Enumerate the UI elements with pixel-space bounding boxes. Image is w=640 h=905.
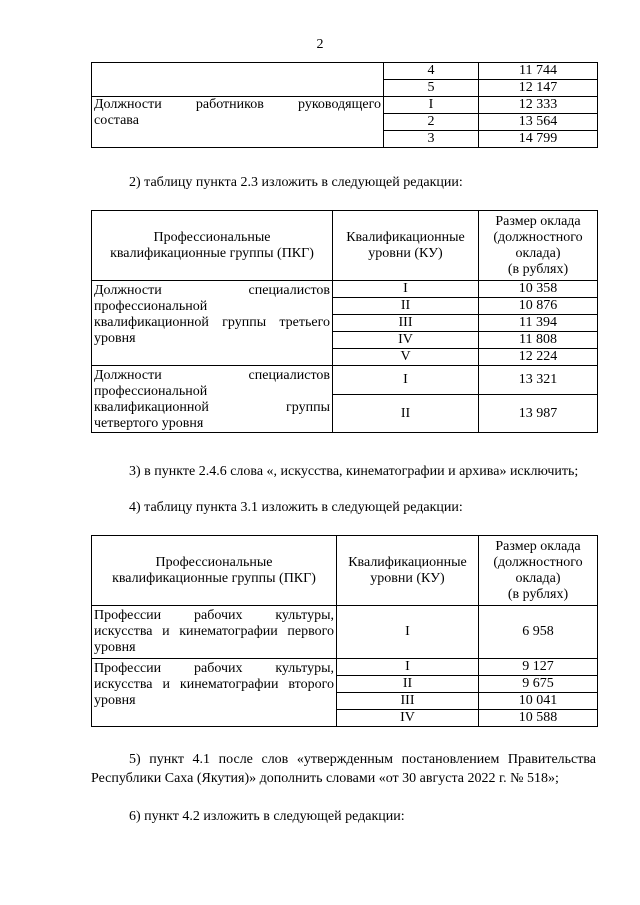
level-cell: I (337, 659, 479, 676)
level-cell: I (384, 97, 479, 114)
table-row (92, 606, 598, 659)
table-row (92, 281, 598, 298)
header-ku: Квалификационные уровни (КУ) (333, 211, 479, 281)
page-number: 2 (316, 37, 324, 52)
group-label-cell: Профессии рабочих культуры, искусства и кинематографии второго уровня (92, 659, 337, 727)
item-3: 3) в пункте 2.4.6 слова «, искусства, кинематографии и архива» исключить; (129, 464, 579, 479)
item-4: 4) таблицу пункта 3.1 изложить в следующей редакции: (129, 500, 463, 515)
table-header-row (92, 536, 598, 606)
salary-cell: 11 394 (479, 315, 598, 332)
item-2: 2) таблицу пункта 2.3 изложить в следующей редакции: (129, 175, 463, 190)
table-row (92, 97, 598, 114)
header-salary: Размер оклада (должностного оклада) (в рублях) (479, 536, 598, 606)
salary-cell: 9 675 (479, 676, 598, 693)
table-row (92, 659, 598, 676)
salary-cell: 10 041 (479, 693, 598, 710)
level-cell: II (337, 676, 479, 693)
salary-cell: 12 224 (479, 349, 598, 366)
group-label-cell: Профессии рабочих культуры, искусства и кинематографии первого уровня (92, 606, 337, 659)
item-5: 5) пункт 4.1 после слов «утвержденным постановлением Правительства Республики Саха (Якутия)» дополнить словами «от 30 августа 2022 г. № 518»; (91, 752, 596, 786)
item-6: 6) пункт 4.2 изложить в следующей редакции: (129, 809, 405, 824)
level-cell: IV (337, 710, 479, 727)
salary-cell: 12 333 (479, 97, 598, 114)
salary-table-2-3 (91, 210, 598, 433)
salary-cell: 13 564 (479, 114, 598, 131)
salary-cell: 10 358 (479, 281, 598, 298)
level-cell: I (333, 281, 479, 298)
level-cell: II (333, 298, 479, 315)
level-cell: 3 (384, 131, 479, 148)
salary-cell: 11 744 (479, 63, 598, 80)
salary-table-3-1 (91, 535, 598, 727)
table-header-row (92, 211, 598, 281)
salary-cell: 6 958 (479, 606, 598, 659)
header-ku: Квалификационные уровни (КУ) (337, 536, 479, 606)
level-cell: IV (333, 332, 479, 349)
salary-cell: 13 987 (479, 395, 598, 433)
level-cell: III (333, 315, 479, 332)
level-cell: III (337, 693, 479, 710)
salary-cell: 10 876 (479, 298, 598, 315)
salary-cell: 10 588 (479, 710, 598, 727)
level-cell: I (333, 366, 479, 395)
header-pkg: Профессиональные квалификационные группы (ПКГ) (92, 211, 333, 281)
header-salary: Размер оклада (должностного оклада) (в рублях) (479, 211, 598, 281)
salary-cell: 12 147 (479, 80, 598, 97)
empty-group-cell (92, 63, 384, 97)
level-cell: 5 (384, 80, 479, 97)
salary-cell: 13 321 (479, 366, 598, 395)
group-label-cell: Должности работников руководящего состава (92, 97, 384, 148)
level-cell: I (337, 606, 479, 659)
salary-table-continued (91, 62, 598, 148)
level-cell: 4 (384, 63, 479, 80)
table-row (92, 366, 598, 395)
salary-cell: 11 808 (479, 332, 598, 349)
table-row (92, 63, 598, 80)
group-label-cell: Должности специалистов профессиональной квалификационной группы третьего уровня (92, 281, 333, 366)
salary-cell: 14 799 (479, 131, 598, 148)
salary-cell: 9 127 (479, 659, 598, 676)
group-label-cell: Должности специалистов профессиональной квалификационной группы четвертого уровня (92, 366, 333, 433)
level-cell: 2 (384, 114, 479, 131)
level-cell: V (333, 349, 479, 366)
level-cell: II (333, 395, 479, 433)
header-pkg: Профессиональные квалификационные группы (ПКГ) (92, 536, 337, 606)
